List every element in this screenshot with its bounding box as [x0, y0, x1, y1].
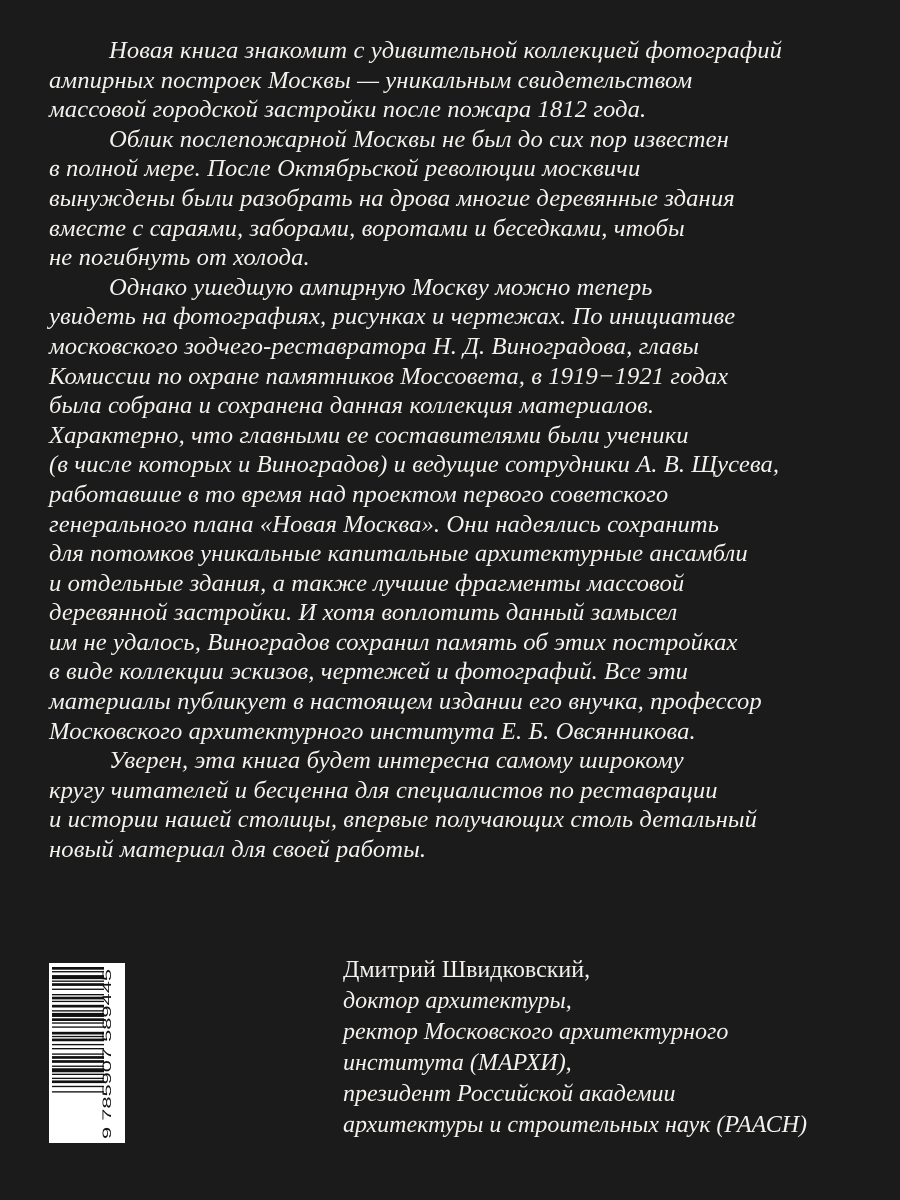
barcode-bar	[52, 1066, 104, 1067]
barcode-bar	[52, 1018, 104, 1021]
text-line: не погибнуть от холода.	[49, 244, 310, 272]
text-line: в виде коллекции эскизов, чертежей и фотографий. Все эти	[49, 658, 689, 686]
paragraph-3	[49, 273, 859, 747]
text-line: московского зодчего-реставратора Н. Д. Виноградова, главы	[49, 332, 700, 360]
text-line: для потомков уникальные капитальные архитектурные ансамбли	[49, 540, 748, 568]
text-line: Новая книга знакомит с удивительной коллекцией фотографий	[109, 37, 783, 64]
barcode-bar	[52, 1010, 104, 1011]
barcode-bar	[52, 971, 104, 972]
barcode-bar	[52, 1074, 104, 1075]
barcode-bar	[52, 1039, 104, 1042]
text-line: им не удалось, Виноградов сохранил память об этих постройках	[49, 628, 738, 656]
text-line: вместе с сараями, заборами, воротами и беседками, чтобы	[49, 214, 685, 242]
barcode-bar	[52, 981, 104, 982]
text-line: Московского архитектурного института Е. Б. Овсянникова.	[49, 717, 696, 745]
barcode-bar	[52, 1026, 104, 1027]
barcode-bar	[52, 967, 104, 970]
text-line: работавшие в то время над проектом первого советского	[49, 480, 669, 508]
barcode-bar	[52, 1001, 104, 1002]
author-title: президент Российской академии	[343, 1081, 676, 1107]
text-line: увидеть на фотографиях, рисунках и чертежах. По инициативе	[49, 303, 736, 331]
author-name: Дмитрий Швидковский,	[343, 957, 591, 983]
barcode-bar	[52, 1091, 104, 1092]
isbn-barcode	[49, 963, 125, 1143]
barcode-bar	[52, 1060, 104, 1063]
author-title: ректор Московского архитектурного	[343, 1019, 729, 1045]
text-line: генерального плана «Новая Москва». Они надеялись сохранить	[49, 510, 720, 538]
text-line: и отдельные здания, а также лучшие фрагменты массовой	[49, 569, 685, 597]
paragraph-1	[49, 36, 859, 125]
paragraph-2	[49, 125, 859, 273]
barcode-bar	[52, 994, 104, 995]
author-title: доктор архитектуры,	[343, 988, 572, 1014]
barcode-bar	[52, 1080, 104, 1083]
author-title: института (МАРХИ),	[343, 1050, 572, 1076]
barcode-digits: 9 785907 589445	[100, 1045, 114, 1139]
barcode-bar	[52, 989, 104, 990]
text-line: массовой городской застройки после пожара 1812 года.	[49, 96, 647, 124]
text-line: (в числе которых и Виноградов) и ведущие сотрудники А. В. Щусева,	[49, 451, 780, 479]
barcode-bar	[52, 1056, 104, 1059]
text-line: материалы публикует в настоящем издании его внучка, профессор	[49, 688, 762, 716]
text-line: Комиссии по охране памятников Моссовета, в 1919−1921 годах	[49, 362, 729, 390]
text-line: в полной мере. После Октябрьской революции москвичи	[49, 155, 641, 183]
barcode-bar	[52, 1005, 104, 1008]
text-line: Характерно, что главными ее составителями были ученики	[49, 421, 689, 449]
barcode-bar	[52, 1053, 104, 1054]
barcode-bar	[52, 1078, 104, 1079]
barcode-bar	[52, 1068, 104, 1072]
text-line: вынуждены были разобрать на дрова многие деревянные здания	[49, 184, 735, 212]
barcode-bar	[52, 1048, 104, 1049]
barcode-bar	[52, 1036, 104, 1037]
text-line: Однако ушедшую ампирную Москву можно теперь	[109, 273, 653, 301]
text-line: новый материал для своей работы.	[49, 836, 427, 864]
barcode-bar	[52, 975, 104, 979]
text-line: была собрана и сохранена данная коллекция материалов.	[49, 392, 655, 420]
text-line: и истории нашей столицы, впервые получающих столь детальный	[49, 806, 758, 834]
barcode-bar	[52, 1013, 104, 1017]
author-title: архитектуры и строительных наук (РААСН)	[343, 1112, 808, 1138]
barcode-bar	[52, 983, 104, 986]
text-line: ампирных построек Москвы — уникальным свидетельством	[49, 66, 693, 94]
annotation-text	[49, 36, 859, 865]
barcode-graphic	[49, 963, 125, 1143]
text-line: деревянной застройки. И хотя воплотить данный замысел	[49, 599, 678, 627]
barcode-bar	[52, 997, 104, 1000]
text-line: кругу читателей и бесценна для специалистов по реставрации	[49, 776, 718, 804]
text-line: Уверен, эта книга будет интересна самому широкому	[109, 747, 684, 775]
barcode-bar	[52, 1044, 104, 1045]
paragraph-4	[49, 746, 859, 864]
barcode-bar	[52, 1032, 104, 1035]
text-line: Облик послепожарной Москвы не был до сих пор известен	[109, 125, 729, 153]
barcode-bar	[52, 1022, 104, 1023]
barcode-bar	[52, 1086, 104, 1087]
